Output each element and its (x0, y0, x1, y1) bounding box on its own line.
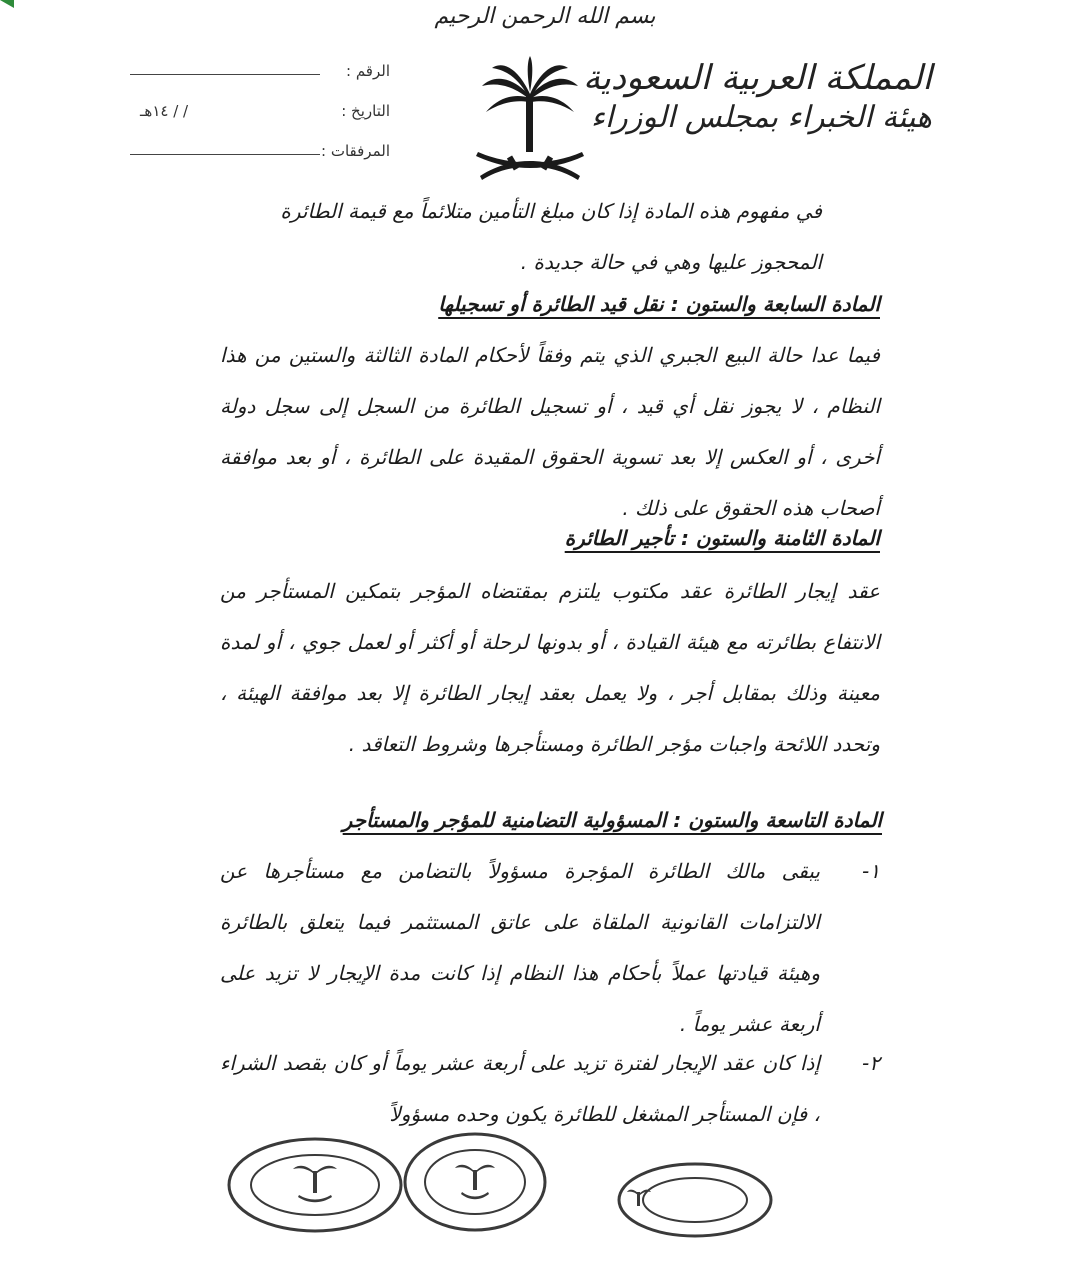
document-meta (130, 62, 390, 182)
number-label: الرقم : (346, 62, 390, 80)
corner-mark (0, 0, 14, 8)
number-line (130, 74, 320, 75)
article-68-heading: المادة الثامنة والستون : تأجير الطائرة (564, 526, 880, 550)
attachments-row (130, 142, 390, 182)
org-name-line2: هيئة الخبراء بمجلس الوزراء (590, 100, 932, 135)
item-text: إذا كان عقد الإيجار لفترة تزيد على أربعة عشر يوماً أو كان بقصد الشراء ، فإن المستأجر المشغل للطائرة يكون وحده مسؤولاً (220, 1051, 820, 1126)
article-67-heading: المادة السابعة والستون : نقل قيد الطائرة أو تسجيلها (438, 292, 880, 316)
date-label: التاريخ : (341, 102, 390, 120)
seal-certified-copy-icon (615, 1160, 775, 1240)
attachments-label: المرفقات : (321, 142, 390, 160)
item-number: ١- (862, 859, 880, 883)
paragraph-continuation: في مفهوم هذه المادة إذا كان مبلغ التأمين متلائماً مع قيمة الطائرة المحجوز عليها وهي في حالة جديدة . (280, 199, 822, 274)
seal-cabinet-secretariat-icon (400, 1130, 550, 1235)
item-text: يبقى مالك الطائرة المؤجرة مسؤولاً بالتضامن مع مستأجرها عن الالتزامات القانونية الملقاة على عاتق المستثمر فيما يتعلق بالطائرة وهيئة قيادتها عملاً بأحكام هذا النظام إذا كانت مدة الإيجار لا تزيد على أربعة عشر يوماً . (220, 859, 820, 1036)
number-row (130, 62, 390, 102)
article-69-item-1 (220, 846, 880, 1050)
article-67-text: فيما عدا حالة البيع الجبري الذي يتم وفقاً لأحكام المادة الثالثة والستين من هذا النظام ، لا يجوز نقل أي قيد ، أو تسجيل الطائرة من السجل إلى سجل دولة أخرى ، أو العكس إلا بعد تسوية الحقوق المقيدة على الطائرة ، أو بعد موافقة أصحاب هذه الحقوق على ذلك . (220, 343, 880, 520)
palm-swords-emblem-icon (470, 56, 590, 190)
date-value: / / ١٤هـ (140, 102, 189, 120)
organization-heading (583, 58, 932, 138)
article-69-item-2 (220, 1038, 880, 1140)
article-68-text: عقد إيجار الطائرة عقد مكتوب يلتزم بمقتضاه المؤجر بتمكين المستأجر من الانتفاع بطائرته مع هيئة القيادة ، أو بدونها لرحلة أو أكثر أو لعمل جوي ، أو لمدة معينة وذلك بمقابل أجر ، ولا يعمل بعقد إيجار الطائرة إلا بعد موافقة الهيئة ، وتحدد اللائحة واجبات مؤجر الطائرة ومستأجرها وشروط التعاقد . (220, 579, 880, 756)
org-name-line1: المملكة العربية السعودية (583, 58, 932, 98)
official-stamps (220, 1130, 780, 1240)
item-number: ٢- (862, 1051, 880, 1075)
attachments-line (130, 154, 320, 155)
article-69-heading: المادة التاسعة والستون : المسؤولية التضامنية للمؤجر والمستأجر (342, 808, 882, 832)
seal-experts-commission-icon (225, 1135, 405, 1235)
basmala: بسم الله الرحمن الرحيم (434, 4, 656, 29)
date-row (130, 102, 390, 142)
